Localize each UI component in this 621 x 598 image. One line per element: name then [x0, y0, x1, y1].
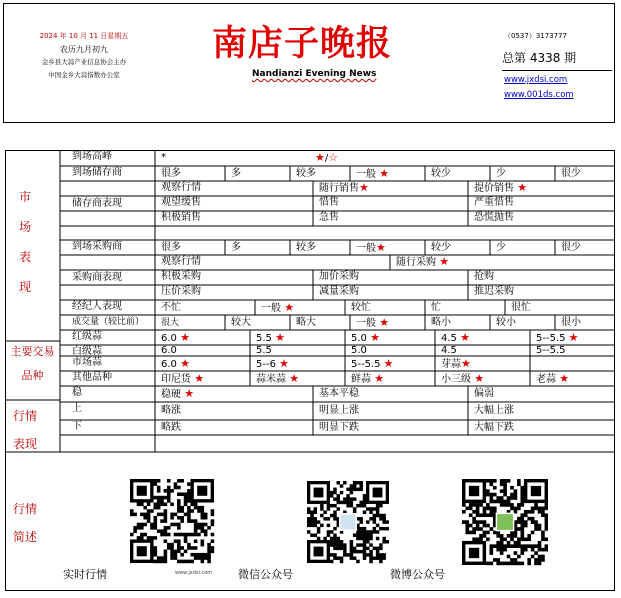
- option-cell: 随行销售★: [319, 181, 369, 194]
- option-cell: 很大: [161, 317, 180, 328]
- option-cell: 5--5.5: [536, 345, 566, 356]
- option-cell: 偏弱: [474, 388, 494, 399]
- issue-number: 总第 4338 期: [502, 49, 612, 71]
- row-label: 储存商表现: [72, 197, 122, 209]
- option-cell: 忙: [431, 301, 441, 313]
- option-cell: 大幅上涨: [474, 405, 514, 416]
- option-cell: 明显下跌: [319, 421, 359, 433]
- option-cell: 明显上涨: [319, 405, 359, 416]
- section-market: 市场表现: [18, 190, 31, 294]
- option-cell: 较忙: [351, 301, 371, 313]
- option-cell: 压价采购: [161, 286, 201, 297]
- option-cell: 观察行情: [161, 182, 201, 193]
- caption-realtime: 实时行情: [63, 568, 107, 581]
- option-cell: 加价采购: [319, 271, 359, 282]
- qr-code-realtime[interactable]: [123, 474, 221, 568]
- option-cell: 急售: [319, 212, 339, 223]
- option-cell: 积极销售: [161, 212, 201, 223]
- row-label: 经纪人表现: [72, 301, 122, 312]
- option-cell: 较大: [231, 316, 251, 328]
- option-cell: 一般 ★: [356, 166, 390, 180]
- qr-code-weibo[interactable]: [462, 470, 548, 574]
- row-label: 到场采购商: [72, 241, 122, 252]
- row-label: 到场储存商: [72, 167, 122, 178]
- option-cell: 略跌: [161, 421, 181, 433]
- option-cell: 5--5.5 ★: [536, 330, 579, 344]
- row-label: 采购商表现: [72, 271, 122, 283]
- row-label: 白级蒜: [72, 346, 102, 357]
- option-cell: 一般 ★: [356, 315, 390, 329]
- option-cell: 少: [496, 167, 506, 179]
- option-cell: 随行采购 ★: [396, 255, 450, 268]
- option-cell: 多: [231, 241, 241, 253]
- option-cell: 较小: [496, 316, 516, 328]
- organizer: 金乡县大蒜产业信息协会主办: [41, 58, 127, 66]
- newspaper-title: 南店子晚报: [212, 23, 393, 64]
- option-cell: 5.5 ★: [256, 330, 285, 344]
- option-cell: 推迟采购: [474, 286, 514, 297]
- row-label: 下: [72, 421, 82, 432]
- option-cell: *: [161, 152, 166, 163]
- option-cell: 减量采购: [319, 286, 359, 297]
- website-link-2[interactable]: www.001ds.com: [504, 90, 574, 100]
- option-cell: 较少: [431, 167, 451, 179]
- option-cell: 很少: [561, 241, 581, 253]
- row-label: 上: [72, 403, 82, 414]
- option-cell: 印尼货 ★: [161, 371, 205, 385]
- section-varieties: 主要交易品种: [10, 345, 55, 382]
- option-cell: 观望缓售: [161, 197, 201, 208]
- option-cell: 抢购: [474, 271, 494, 282]
- option-cell: ★/☆: [315, 151, 339, 164]
- option-cell: 很忙: [511, 301, 531, 313]
- option-cell: 大幅下跌: [474, 421, 514, 433]
- option-cell: 6.0 ★: [161, 330, 190, 344]
- option-cell: 较多: [296, 241, 316, 253]
- row-label: 其他品种: [72, 372, 112, 383]
- co-organizer: 中国金乡大蒜指数办公室: [48, 71, 120, 79]
- caption-weibo: 微博公众号: [390, 568, 445, 581]
- option-cell: 6.0 ★: [161, 356, 190, 370]
- qr-site-label: www.jxdsi.com: [175, 570, 213, 576]
- option-cell: 6.0: [161, 345, 177, 356]
- option-cell: 略小: [431, 316, 451, 328]
- option-cell: 5.0 ★: [351, 330, 380, 344]
- qr-code-wechat[interactable]: [307, 470, 389, 574]
- option-cell: 小三级 ★: [441, 371, 485, 385]
- option-cell: 惜售: [319, 197, 339, 208]
- option-cell: 很多: [161, 167, 181, 179]
- option-cell: 芽蒜★: [441, 356, 471, 370]
- option-cell: 鲜蒜 ★: [351, 371, 385, 385]
- lunar-date: 农历九月初九: [60, 45, 108, 54]
- section-brief: 行情简述: [12, 502, 37, 544]
- website-link-1[interactable]: www.jxdsi.com: [504, 75, 568, 85]
- row-label: 成交量（较比前）: [72, 317, 145, 327]
- caption-wechat: 微信公众号: [238, 568, 293, 581]
- option-cell: 观察行情: [161, 256, 201, 267]
- market-table: [5, 150, 615, 591]
- option-cell: 较多: [296, 167, 316, 179]
- option-cell: 5--5.5 ★: [351, 356, 394, 370]
- masthead: [3, 3, 615, 123]
- option-cell: 不忙: [161, 301, 181, 313]
- option-cell: 略涨: [161, 405, 181, 416]
- row-label: 到场高峰: [72, 151, 112, 162]
- option-cell: 积极采购: [161, 271, 201, 282]
- option-cell: 5.5: [256, 345, 272, 356]
- option-cell: 蒜米蒜 ★: [256, 371, 300, 385]
- option-cell: 恐慌抛售: [474, 212, 514, 223]
- row-label: 稳: [72, 387, 82, 398]
- issue-date: 2024 年 10 月 11 日星期五: [39, 32, 129, 40]
- option-cell: 略大: [296, 316, 316, 328]
- row-label: 市场蒜: [72, 357, 102, 368]
- option-cell: 4.5 ★: [441, 330, 470, 344]
- row-label: 红级蒜: [72, 331, 102, 342]
- option-cell: 4.5: [441, 345, 457, 356]
- option-cell: 很少: [561, 167, 581, 179]
- option-cell: 一般★: [356, 240, 386, 254]
- newspaper-subtitle: Nandianzi Evening News: [252, 69, 377, 79]
- option-cell: 稳硬 ★: [161, 387, 195, 400]
- option-cell: 老蒜 ★: [536, 371, 570, 385]
- option-cell: 5--6 ★: [256, 356, 289, 370]
- phone-number: （0537）3173777: [504, 32, 567, 40]
- option-cell: 一般 ★: [261, 300, 295, 314]
- masthead-left: [24, 30, 144, 82]
- section-trend: 行情表现: [12, 409, 37, 451]
- option-cell: 较少: [431, 241, 451, 253]
- option-cell: 很小: [561, 316, 581, 328]
- option-cell: 严重惜售: [474, 197, 514, 208]
- option-cell: 很多: [161, 241, 181, 253]
- option-cell: 提价销售 ★: [474, 181, 528, 194]
- option-cell: 基本平稳: [319, 388, 359, 399]
- option-cell: 多: [231, 167, 241, 179]
- option-cell: 5.0: [351, 345, 367, 356]
- option-cell: 少: [496, 241, 506, 253]
